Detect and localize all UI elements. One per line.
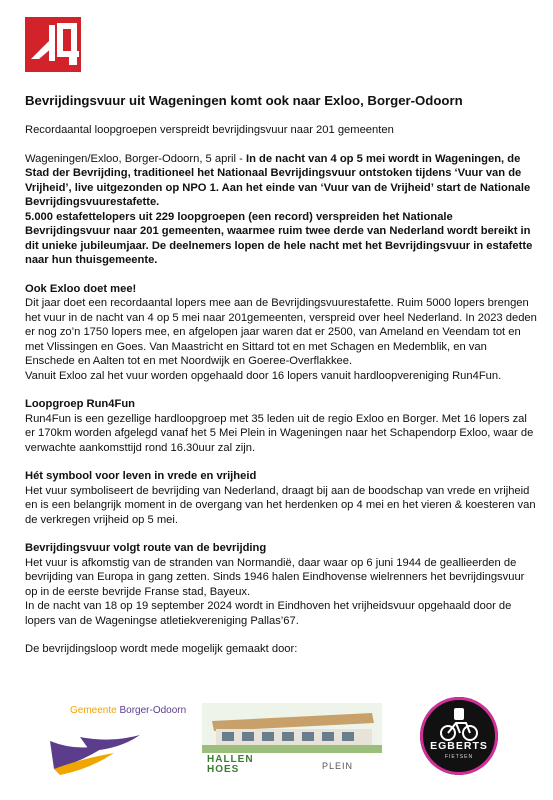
section-heading: Bevrijdingsvuur volgt route van de bevrijding bbox=[25, 542, 267, 554]
section-text: Run4Fun is een gezellige hardloopgroep met 35 leden uit de regio Exloo en Borger. Met 16 lopers zal er 170km worden afgelegd vanaf het 5 Mei Plein in Wageningen naar het Schapendorp Exloo, waar de verwachte aankomsttijd rond 16.30uur zal zijn. bbox=[25, 412, 534, 454]
hallen-hoes-text bbox=[207, 755, 254, 775]
section-text: Het vuur symboliseert de bevrijding van Nederland, draagt bij aan de boodschap van vrede en vrijheid en is een belangrijk moment in de overgang van het herdenken op 4 mei en het vieren & koesteren van de verkregen vrijheid op 5 mei. bbox=[25, 484, 536, 526]
article-subtitle: Recordaantal loopgroepen verspreidt bevrijdingsvuur naar 201 gemeenten bbox=[25, 124, 394, 136]
press-release bbox=[25, 93, 537, 657]
section-text: Vanuit Exloo zal het vuur worden opgehaald door 16 lopers vanuit hardloopvereniging Run4Fun. bbox=[25, 369, 502, 382]
intro-bold-text: In de nacht van 4 op 5 mei wordt in Wageningen, de Stad der Bevrijding, traditioneel het Nationaal Bevrijdingsvuur ontstoken tijdens ‘Vuur van de Vrijheid’, live uitgezonden op NPO 1. Aan het einde van ‘Vuur van de Vrijheid’ start de Nationale Bevrijdingsvuurestafette. bbox=[25, 152, 531, 208]
run4fun-logo-icon bbox=[25, 17, 81, 72]
gemeente-name: Borger-Odoorn bbox=[116, 705, 187, 716]
fietsen-text: FIETSEN bbox=[444, 754, 474, 760]
intro-dateline: Wageningen/Exloo, Borger-Odoorn, 5 april - bbox=[25, 152, 246, 165]
plein-text: PLEIN bbox=[322, 761, 354, 771]
section-exloo bbox=[25, 282, 537, 384]
hoes-text: HOES bbox=[207, 764, 240, 775]
section-heading: Loopgroep Run4Fun bbox=[25, 398, 135, 410]
section-route bbox=[25, 541, 537, 628]
section-symbool bbox=[25, 469, 537, 527]
run4fun-logo bbox=[25, 17, 81, 72]
section-text: In de nacht van 18 op 19 september 2024 wordt in Eindhoven het vrijheidsvuur opgehaald door de lopers van de Wageningse atletiekvereniging Pallas’67. bbox=[25, 600, 512, 627]
hallen-text: HALLEN bbox=[207, 754, 254, 765]
sponsor-logos bbox=[0, 695, 553, 800]
building-illustration-icon bbox=[202, 703, 382, 753]
article-title: Bevrijdingsvuur uit Wageningen komt ook naar Exloo, Borger-Odoorn bbox=[25, 93, 463, 108]
gemeente-borger-odoorn-logo bbox=[70, 705, 200, 775]
section-text: Dit jaar doet een recordaantal lopers mee aan de Bevrijdingsvuurestafette. Ruim 5000 lopers brengen het vuur in de nacht van 4 op 5 mei naar 201gemeenten, verspreid over heel Nederland. In 2023 deden er nog zo’n 1750 lopers mee, en afgelopen jaar waren dat er 2500, van Ameland en Veendam tot en met Vlissingen en Goes. Van Maastricht en Sittard tot en met Schagen en Medemblik, en van Enschede en Aalten tot en met Noordwijk en Goeree-Overflakkee. bbox=[25, 297, 537, 367]
section-heading: Ook Exloo doet mee! bbox=[25, 282, 137, 295]
section-text: Het vuur is afkomstig van de stranden van Normandië, daar waar op 6 juni 1944 de geallieerden de bevrijding van Europa in gang zetten. Sinds 1946 halen Eindhovense wielrenners het bevrijdingsvuur op in de eerste bevrijde Franse stad, Bayeux. bbox=[25, 556, 525, 598]
intro-bold-text-2: 5.000 estafettelopers uit 229 loopgroepen (een record) verspreiden het Nationale Bevrijdingsvuur naar 201 gemeenten, waarmee ruim twee derde van Nederland wordt bereikt in dit unieke jubileumjaar. De deelnemers lopen de hele nacht met het Bevrijdingsvuur in estafette naar hun thuisgemeente. bbox=[25, 210, 533, 266]
gemeente-wing-icon bbox=[40, 723, 160, 778]
egberts-text: EGBERTS bbox=[430, 740, 488, 752]
section-heading: Hét symbool voor leven in vrede en vrijheid bbox=[25, 470, 257, 482]
closing-line: De bevrijdingsloop wordt mede mogelijk gemaakt door: bbox=[25, 643, 298, 655]
section-run4fun bbox=[25, 397, 537, 455]
bicycle-icon bbox=[420, 705, 498, 745]
gemeente-label: Gemeente bbox=[70, 705, 117, 716]
hallen-hoes-plein-logo bbox=[202, 703, 382, 778]
intro-block bbox=[25, 152, 537, 268]
egberts-fietsen-logo bbox=[420, 697, 498, 775]
